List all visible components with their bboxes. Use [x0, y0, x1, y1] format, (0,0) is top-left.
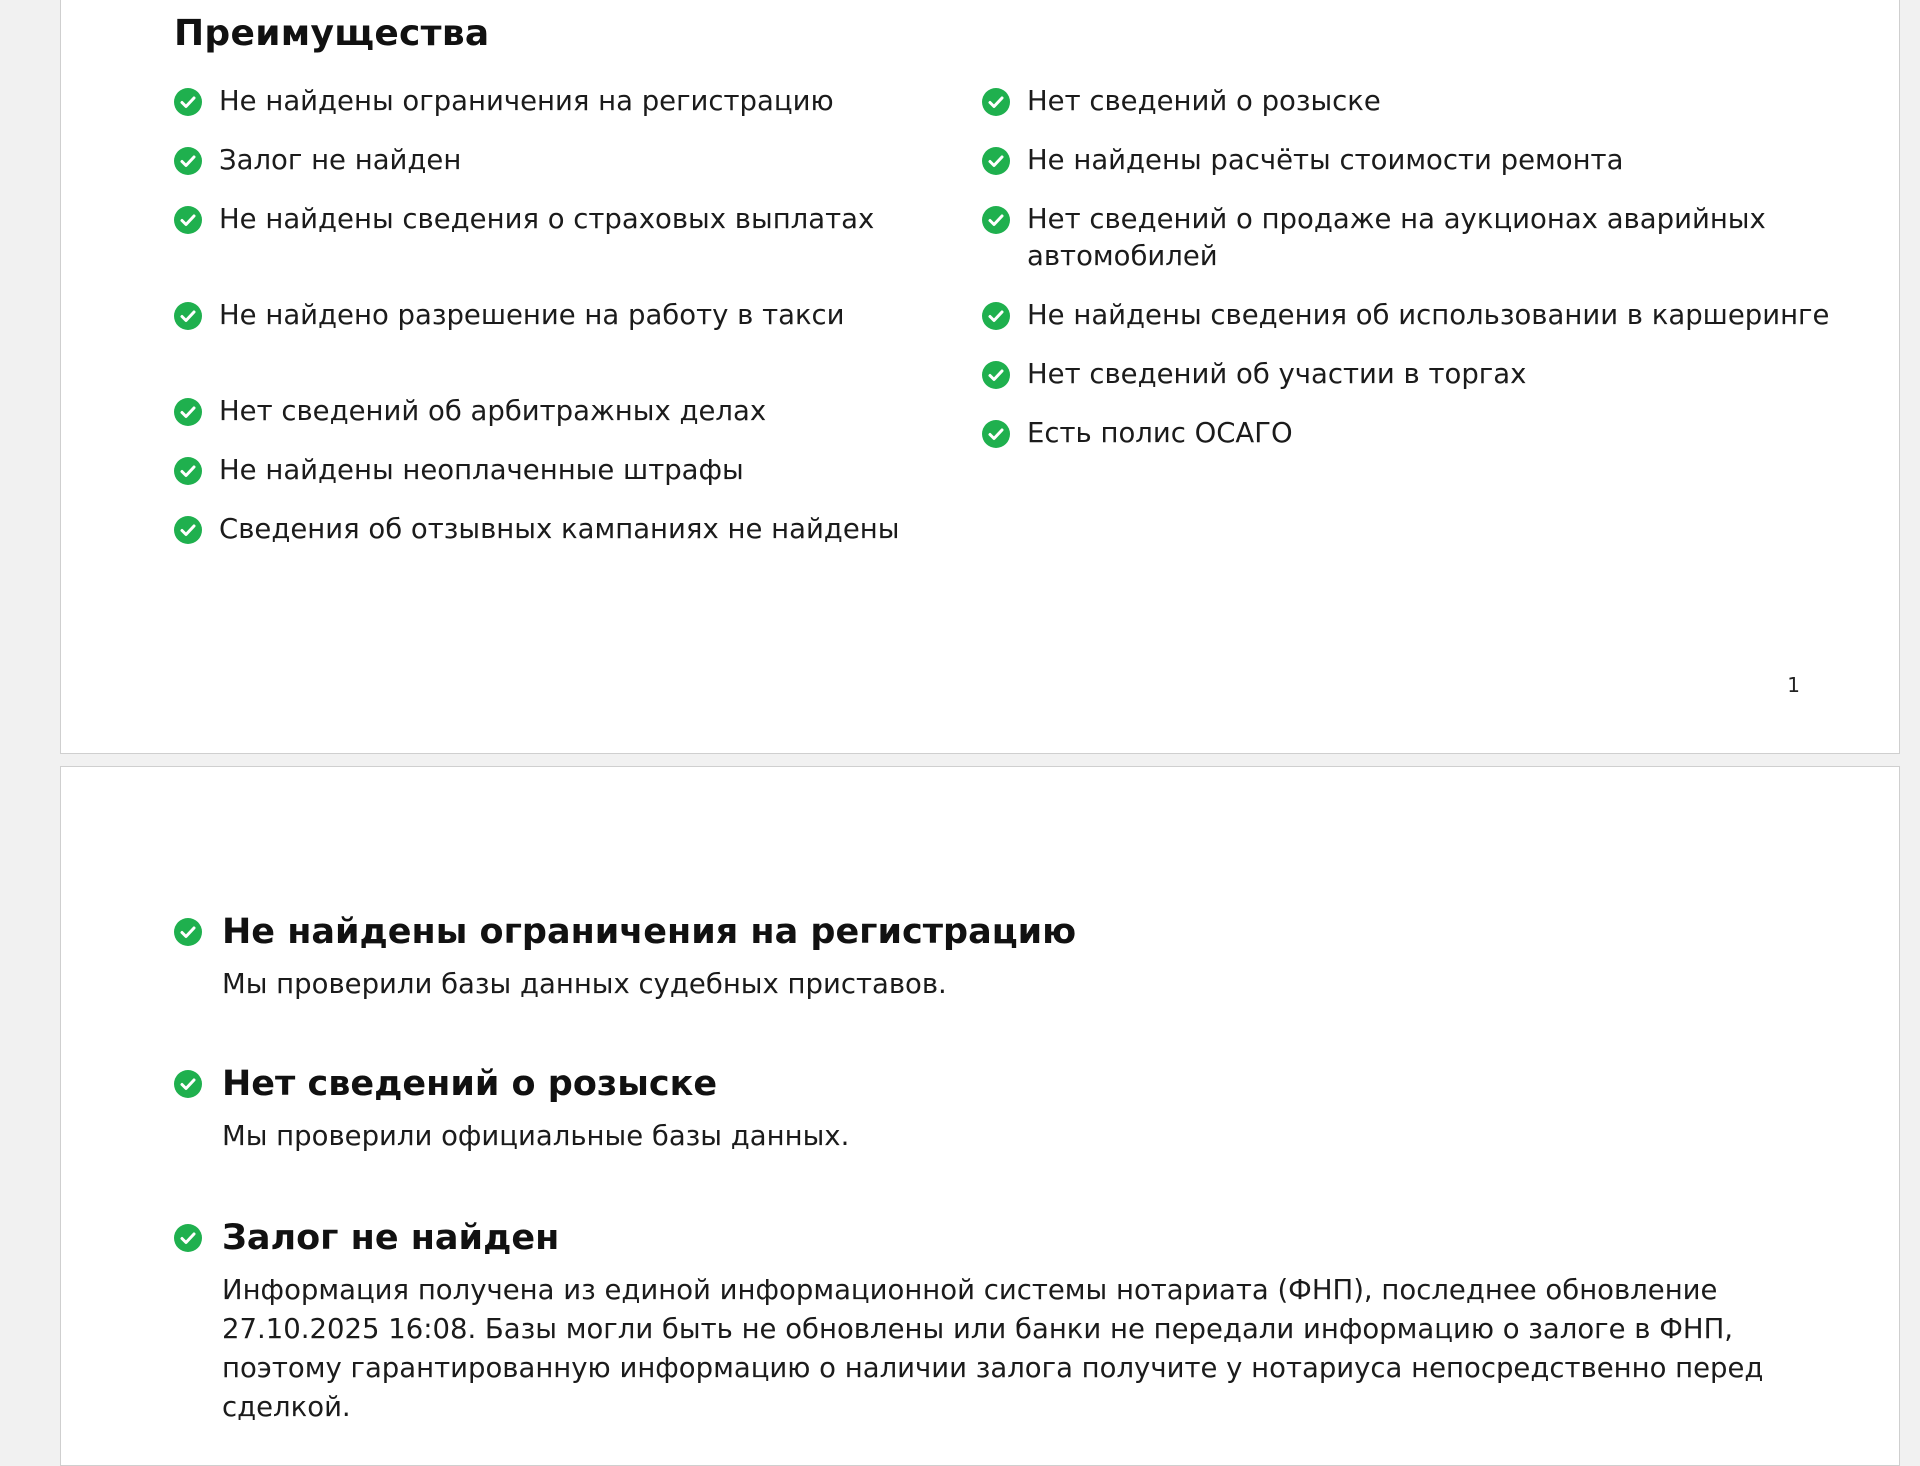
advantage-item	[174, 201, 934, 238]
advantage-label: Нет сведений о розыске	[1027, 85, 1381, 117]
report-page-2	[60, 766, 1900, 1466]
check-circle-icon	[174, 457, 202, 485]
check-circle-icon	[982, 361, 1010, 389]
detail-text: Мы проверили базы данных судебных приставов.	[222, 968, 947, 1000]
detail-section	[174, 907, 1774, 1004]
check-circle-icon	[982, 88, 1010, 116]
advantage-item	[174, 83, 934, 120]
advantages-heading: Преимущества	[174, 13, 490, 54]
advantages-list-right	[982, 83, 1842, 474]
advantage-label: Есть полис ОСАГО	[1027, 417, 1293, 449]
check-circle-icon	[174, 918, 202, 946]
page-number: 1	[1787, 673, 1800, 697]
detail-title: Не найдены ограничения на регистрацию	[222, 912, 1077, 952]
advantage-item	[174, 393, 934, 430]
advantage-item	[982, 297, 1842, 334]
advantage-item	[174, 297, 934, 334]
detail-title: Нет сведений о розыске	[222, 1064, 718, 1104]
advantage-item	[174, 142, 934, 179]
advantage-label: Нет сведений об участии в торгах	[1027, 358, 1527, 390]
check-circle-icon	[982, 206, 1010, 234]
advantage-label: Не найдены сведения о страховых выплатах	[219, 203, 875, 235]
detail-text: Информация получена из единой информационной системы нотариата (ФНП), последнее обновление 27.10.2025 16:08. Базы могли быть не обновлены или банки не передали информацию о залоге в ФНП, поэтому гарантированную информацию о наличии залога получите у нотариуса непосредственно перед сделкой.	[222, 1274, 1764, 1423]
detail-text: Мы проверили официальные базы данных.	[222, 1120, 850, 1152]
advantage-item	[982, 83, 1842, 120]
advantages-list-left	[174, 83, 934, 570]
advantage-item	[982, 356, 1842, 393]
detail-section	[174, 1213, 1774, 1427]
check-circle-icon	[174, 398, 202, 426]
detail-section	[174, 1059, 1774, 1156]
advantage-item	[982, 142, 1842, 179]
check-circle-icon	[174, 206, 202, 234]
detail-header	[174, 1213, 1774, 1263]
advantage-item	[174, 452, 934, 489]
detail-header	[174, 1059, 1774, 1109]
detail-title: Залог не найден	[222, 1218, 560, 1258]
advantage-label: Нет сведений об арбитражных делах	[219, 395, 767, 427]
advantage-label: Не найдены сведения об использовании в каршеринге	[1027, 299, 1830, 331]
advantage-label: Не найдены расчёты стоимости ремонта	[1027, 144, 1624, 176]
advantage-label: Не найдены ограничения на регистрацию	[219, 85, 834, 117]
check-circle-icon	[174, 1224, 202, 1252]
advantage-label: Залог не найден	[219, 144, 462, 176]
advantage-item	[982, 415, 1842, 452]
advantage-label: Сведения об отзывных кампаниях не найдены	[219, 513, 900, 545]
check-circle-icon	[982, 420, 1010, 448]
advantage-label: Нет сведений о продаже на аукционах аварийных автомобилей	[1027, 203, 1766, 272]
check-circle-icon	[982, 302, 1010, 330]
check-circle-icon	[982, 147, 1010, 175]
detail-header	[174, 907, 1774, 957]
advantage-label: Не найдено разрешение на работу в такси	[219, 299, 845, 331]
advantage-item	[174, 511, 934, 548]
check-circle-icon	[174, 147, 202, 175]
check-circle-icon	[174, 516, 202, 544]
check-circle-icon	[174, 88, 202, 116]
check-circle-icon	[174, 302, 202, 330]
report-page-1	[60, 0, 1900, 754]
advantage-label: Не найдены неоплаченные штрафы	[219, 454, 744, 486]
check-circle-icon	[174, 1070, 202, 1098]
advantage-item	[982, 201, 1842, 275]
